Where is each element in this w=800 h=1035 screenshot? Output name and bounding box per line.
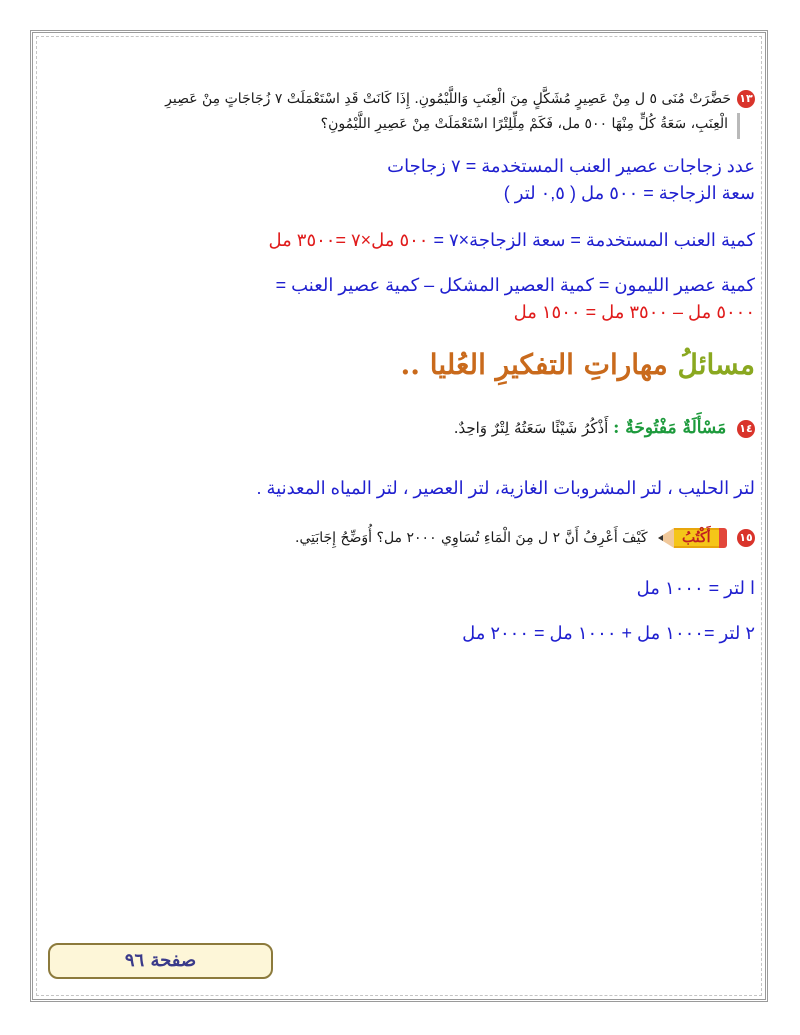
question-13-line-1 [165, 90, 755, 108]
page-number-label: صفحة ٩٦ [48, 943, 273, 979]
question-15-text: كَيْفَ أَعْرِفُ أَنَّ ٢ ل مِنَ الْمَاءِ تُسَاوِي ٢٠٠٠ مل؟ أُوَضِّحُ إِجَابَتِي. [295, 530, 648, 546]
pencil-eraser [719, 528, 727, 548]
pencil-icon [658, 528, 727, 548]
question-13-number: ١٣ [737, 90, 755, 108]
question-14-number: ١٤ [737, 420, 755, 438]
answer-13-line-1: عدد زجاجات عصير العنب المستخدمة = ٧ زجاجات [387, 156, 755, 176]
answer-15-line-2: ٢ لتر =١٠٠٠ مل + ١٠٠٠ مل = ٢٠٠٠ مل [462, 623, 755, 643]
section-heading [401, 348, 755, 381]
section-heading-rest: مهاراتِ التفكيرِ العُليا [429, 348, 668, 381]
section-heading-word-1: مسائلُ [677, 348, 755, 381]
answer-15-line-1: ا لتر = ١٠٠٠ مل [636, 578, 755, 598]
question-13-line-2: الْعِنَبِ، سَعَةُ كُلٍّ مِنْهَا ٥٠٠ مل، فَكَمْ مِلِّلِتْرًا اسْتَعْمَلَتْ مِنْ عَصِيرِ اللَّيْمُونِ؟ [320, 116, 728, 132]
question-15-number: ١٥ [737, 529, 755, 547]
pencil-tip [658, 528, 674, 548]
answer-13-line-3-prefix: كمية العنب المستخدمة = سعة الزجاجة×٧ = [433, 230, 755, 250]
question-15 [295, 528, 755, 548]
answer-13-line-5: ٥٠٠٠ مل – ٣٥٠٠ مل = ١٥٠٠ مل [513, 302, 755, 322]
question-14-text: أَذْكُرُ شَيْئًا سَعَتُهُ لِتْرٌ وَاحِدٌ. [453, 419, 609, 437]
open-question-label: مَسْأَلَةٌ مَفْتُوحَةٌ : [613, 418, 727, 438]
answer-14-line-1: لتر الحليب ، لتر المشروبات الغازية، لتر العصير ، لتر المياه المعدنية . [256, 478, 755, 498]
question-14 [454, 418, 755, 438]
answer-13-line-3 [269, 230, 755, 251]
answer-13-line-3-result: ٥٠٠ مل×٧ =٣٥٠٠ مل [268, 230, 429, 250]
question-13-text-1: حَضَّرَتْ مُنَى ٥ ل مِنْ عَصِيرٍ مُشَكَّلٍ مِنَ الْعِنَبِ وَاللَّيْمُونِ. إِذَا كَانَتْ قَدِ اسْتَعْمَلَتْ ٧ زُجَاجَاتٍ مِنْ عَصِيرِ [165, 91, 731, 107]
answer-13-line-2: سعة الزجاجة = ٥٠٠ مل ( ٠,٥ لتر ) [503, 183, 755, 203]
section-heading-dots: .. [400, 348, 421, 381]
write-label: أَكْتُبُ [674, 528, 719, 548]
question-13-indent-bar [737, 113, 740, 139]
answer-13-line-4: كمية عصير الليمون = كمية العصير المشكل – كمية عصير العنب = [275, 275, 755, 295]
